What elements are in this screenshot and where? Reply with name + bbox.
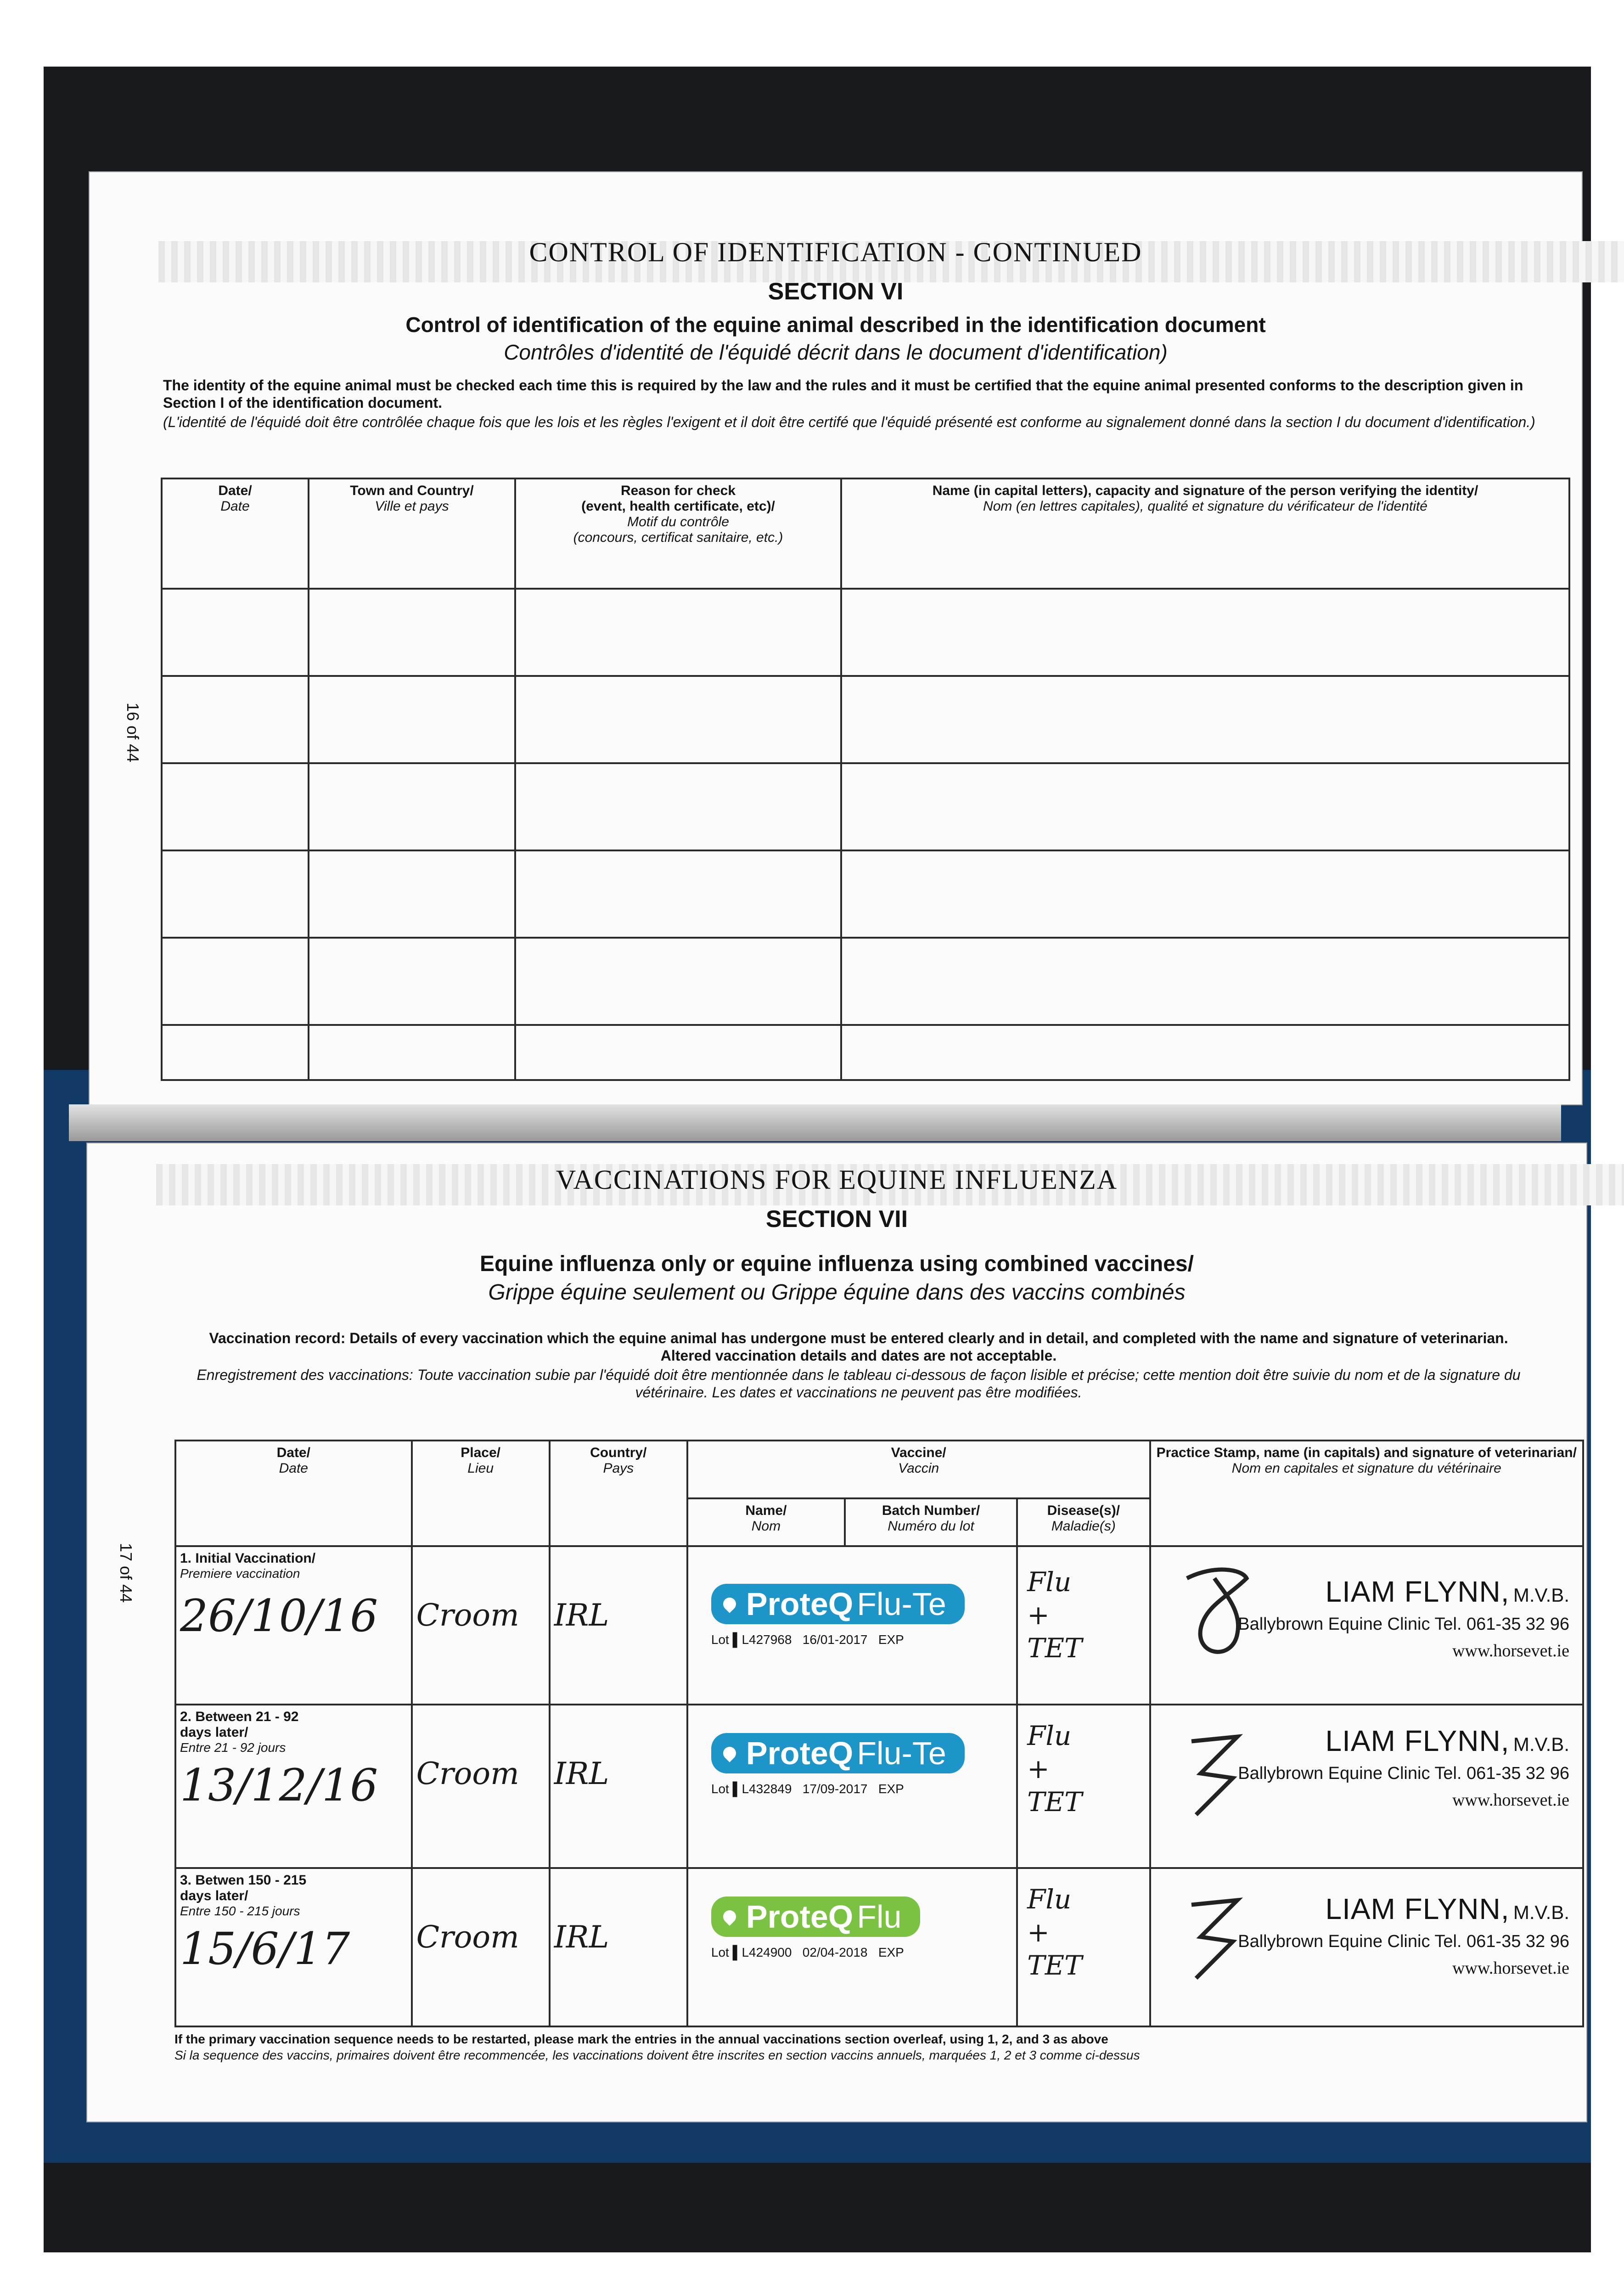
col-batch-header: Batch Number/ Numéro du lot: [845, 1498, 1017, 1547]
row2-place-cell: Croom: [412, 1705, 550, 1868]
row2-vaccine-label: [687, 1705, 1017, 1868]
row3-date: 15/6/17: [180, 1923, 350, 1975]
table-row: [175, 1868, 1583, 2026]
section6-title-fr: Contrôles d'identité de l'équidé décrit dans le document d'identification): [504, 340, 1168, 364]
section6-intro-fr: (L'identité de l'équidé doit être contrôlée chaque fois que les lois et les règles l'exigent et il doit être certifé que l'équidé présenté est conforme au signalement donné dans la section I du document d'identification.): [163, 414, 1535, 430]
col-name-header: Name/ Nom: [687, 1498, 845, 1547]
signature-mark: [1182, 1723, 1251, 1824]
page-17: [87, 1143, 1586, 2122]
col-stamp-header: Practice Stamp, name (in capitals) and signature of veterinarian/ Nom en capitales et signature du vétérinaire: [1150, 1441, 1583, 1546]
col-date-header: Date/ Date: [175, 1441, 412, 1546]
row3-lot: Lot ▌L424900 02/04-2018 EXP: [711, 1945, 904, 1959]
row3-stamp: LIAM FLYNN, M.V.B. Ballybrown Equine Clinic Tel. 061-35 32 96 www.horsevet.ie: [1150, 1868, 1583, 2026]
row2-disease: Flu + TET: [1017, 1705, 1150, 1868]
table-row: [162, 850, 1569, 938]
proteq-logo: ProteQ Flu-Te: [711, 1584, 965, 1624]
proteq-logo: ProteQ Flu-Te: [711, 1733, 965, 1773]
table-row: [162, 1025, 1569, 1080]
col-town-country-header: Town and Country/ Ville et pays: [309, 478, 515, 589]
table-row: [162, 589, 1569, 676]
row2-stamp: LIAM FLYNN, M.V.B. Ballybrown Equine Clinic Tel. 061-35 32 96 www.horsevet.ie: [1150, 1705, 1583, 1868]
col-reason-header: Reason for check (event, health certificate, etc)/ Motif du contrôle (concours, certificat sanitaire, etc.): [515, 478, 841, 589]
page-16: [90, 172, 1582, 1104]
signature-mark: [1173, 1560, 1260, 1670]
section7-intro-en: Vaccination record: Details of every vaccination which the equine animal has undergone must be entered clearly and in detail, and completed with the name and signature of veterinarian. Altered vaccination details and dates are not acceptable.: [209, 1330, 1508, 1364]
droplet-icon: [720, 1908, 739, 1926]
section7-banner: VACCINATIONS FOR EQUINE INFLUENZA: [556, 1165, 1118, 1195]
section7-title-en: Equine influenza only or equine influenza using combined vaccines/: [480, 1252, 1194, 1276]
row3-country-cell: IRL: [550, 1868, 687, 2026]
row3-disease: Flu + TET: [1017, 1868, 1150, 2026]
section6-intro-en: The identity of the equine animal must be checked each time this is required by the law and the rules and it must be certified that the equine animal presented conforms to the description given in Section I of the identification document.: [163, 377, 1523, 411]
table-row: [162, 763, 1569, 850]
section7-footer-fr: Si la sequence des vaccins, primaires doivent être recommencée, les vaccinations doivent être inscrites en section vaccins annuels, marquées 1, 2 et 3 comme ci-dessus: [174, 2048, 1140, 2062]
section7-title-fr: Grippe équine seulement ou Grippe équine dans des vaccins combinés: [488, 1280, 1186, 1305]
table-row: [175, 1546, 1583, 1705]
droplet-icon: [720, 1595, 739, 1613]
proteq-logo: ProteQ Flu: [711, 1896, 920, 1937]
section7-intro-fr: Enregistrement des vaccinations: Toute vaccination subie par l'équidé doit être mentionnée dans le tableau ci-dessous de façon lisible et précise; cette mention doit être suivie du nom et de la signature du vétérinaire. Les dates et vaccinations ne peuvent pas être modifiées.: [197, 1367, 1521, 1401]
row1-country-cell: IRL: [550, 1546, 687, 1705]
page-number-16: 16 of 44: [124, 703, 142, 763]
col-vaccine-header: Vaccine/ Vaccin: [687, 1441, 1150, 1498]
col-date-header: Date/ Date: [162, 478, 309, 589]
page-gutter: [69, 1104, 1561, 1141]
section6-title-en: Control of identification of the equine animal described in the identification document: [405, 313, 1266, 337]
col-place-header: Place/ Lieu: [412, 1441, 550, 1546]
row1-disease: Flu + TET: [1017, 1546, 1150, 1705]
row1-place-cell: Croom: [412, 1546, 550, 1705]
col-verifier-header: Name (in capital letters), capacity and signature of the person verifying the identity/ Nom (en lettres capitales), qualité et signature du vérificateur de l'identité: [841, 478, 1569, 589]
row2-country-cell: IRL: [550, 1705, 687, 1868]
table-row: [162, 938, 1569, 1025]
droplet-icon: [720, 1744, 739, 1762]
row3-date-cell: 3. Betwen 150 - 215 days later/ Entre 150 - 215 jours 15/6/17: [175, 1868, 412, 2026]
table-header-row: [175, 1441, 1583, 1498]
row3-place-cell: Croom: [412, 1868, 550, 2026]
section7-footer-en: If the primary vaccination sequence needs to be restarted, please mark the entries in the annual vaccinations section overleaf, using 1, 2, and 3 as above: [174, 2032, 1108, 2046]
row3-vaccine-label: [687, 1868, 1017, 2026]
row2-lot: Lot ▌L432849 17/09-2017 EXP: [711, 1782, 904, 1796]
row1-vaccine-label: [687, 1546, 1017, 1705]
row1-date-cell: 1. Initial Vaccination/ Premiere vaccination 26/10/16: [175, 1546, 412, 1705]
row2-date-cell: 2. Between 21 - 92 days later/ Entre 21 - 92 jours 13/12/16: [175, 1705, 412, 1868]
col-disease-header: Disease(s)/ Maladie(s): [1017, 1498, 1150, 1547]
table-row: [162, 676, 1569, 763]
row1-date: 26/10/16: [180, 1590, 378, 1642]
section7-label: SECTION VII: [765, 1206, 908, 1232]
page-number-17: 17 of 44: [117, 1543, 135, 1603]
row2-date: 13/12/16: [180, 1760, 378, 1812]
col-country-header: Country/ Pays: [550, 1441, 687, 1546]
table-header-row: [162, 478, 1569, 589]
row1-lot: Lot ▌L427968 16/01-2017 EXP: [711, 1632, 904, 1647]
section6-label: SECTION VI: [768, 278, 904, 305]
table-row: [175, 1705, 1583, 1868]
vaccination-table: [174, 1440, 1584, 2027]
identification-check-table: [161, 478, 1570, 1081]
signature-mark: [1182, 1886, 1251, 1987]
section6-banner: CONTROL OF IDENTIFICATION - CONTINUED: [529, 237, 1142, 267]
row1-stamp: LIAM FLYNN, M.V.B. Ballybrown Equine Clinic Tel. 061-35 32 96 www.horsevet.ie: [1150, 1546, 1583, 1705]
